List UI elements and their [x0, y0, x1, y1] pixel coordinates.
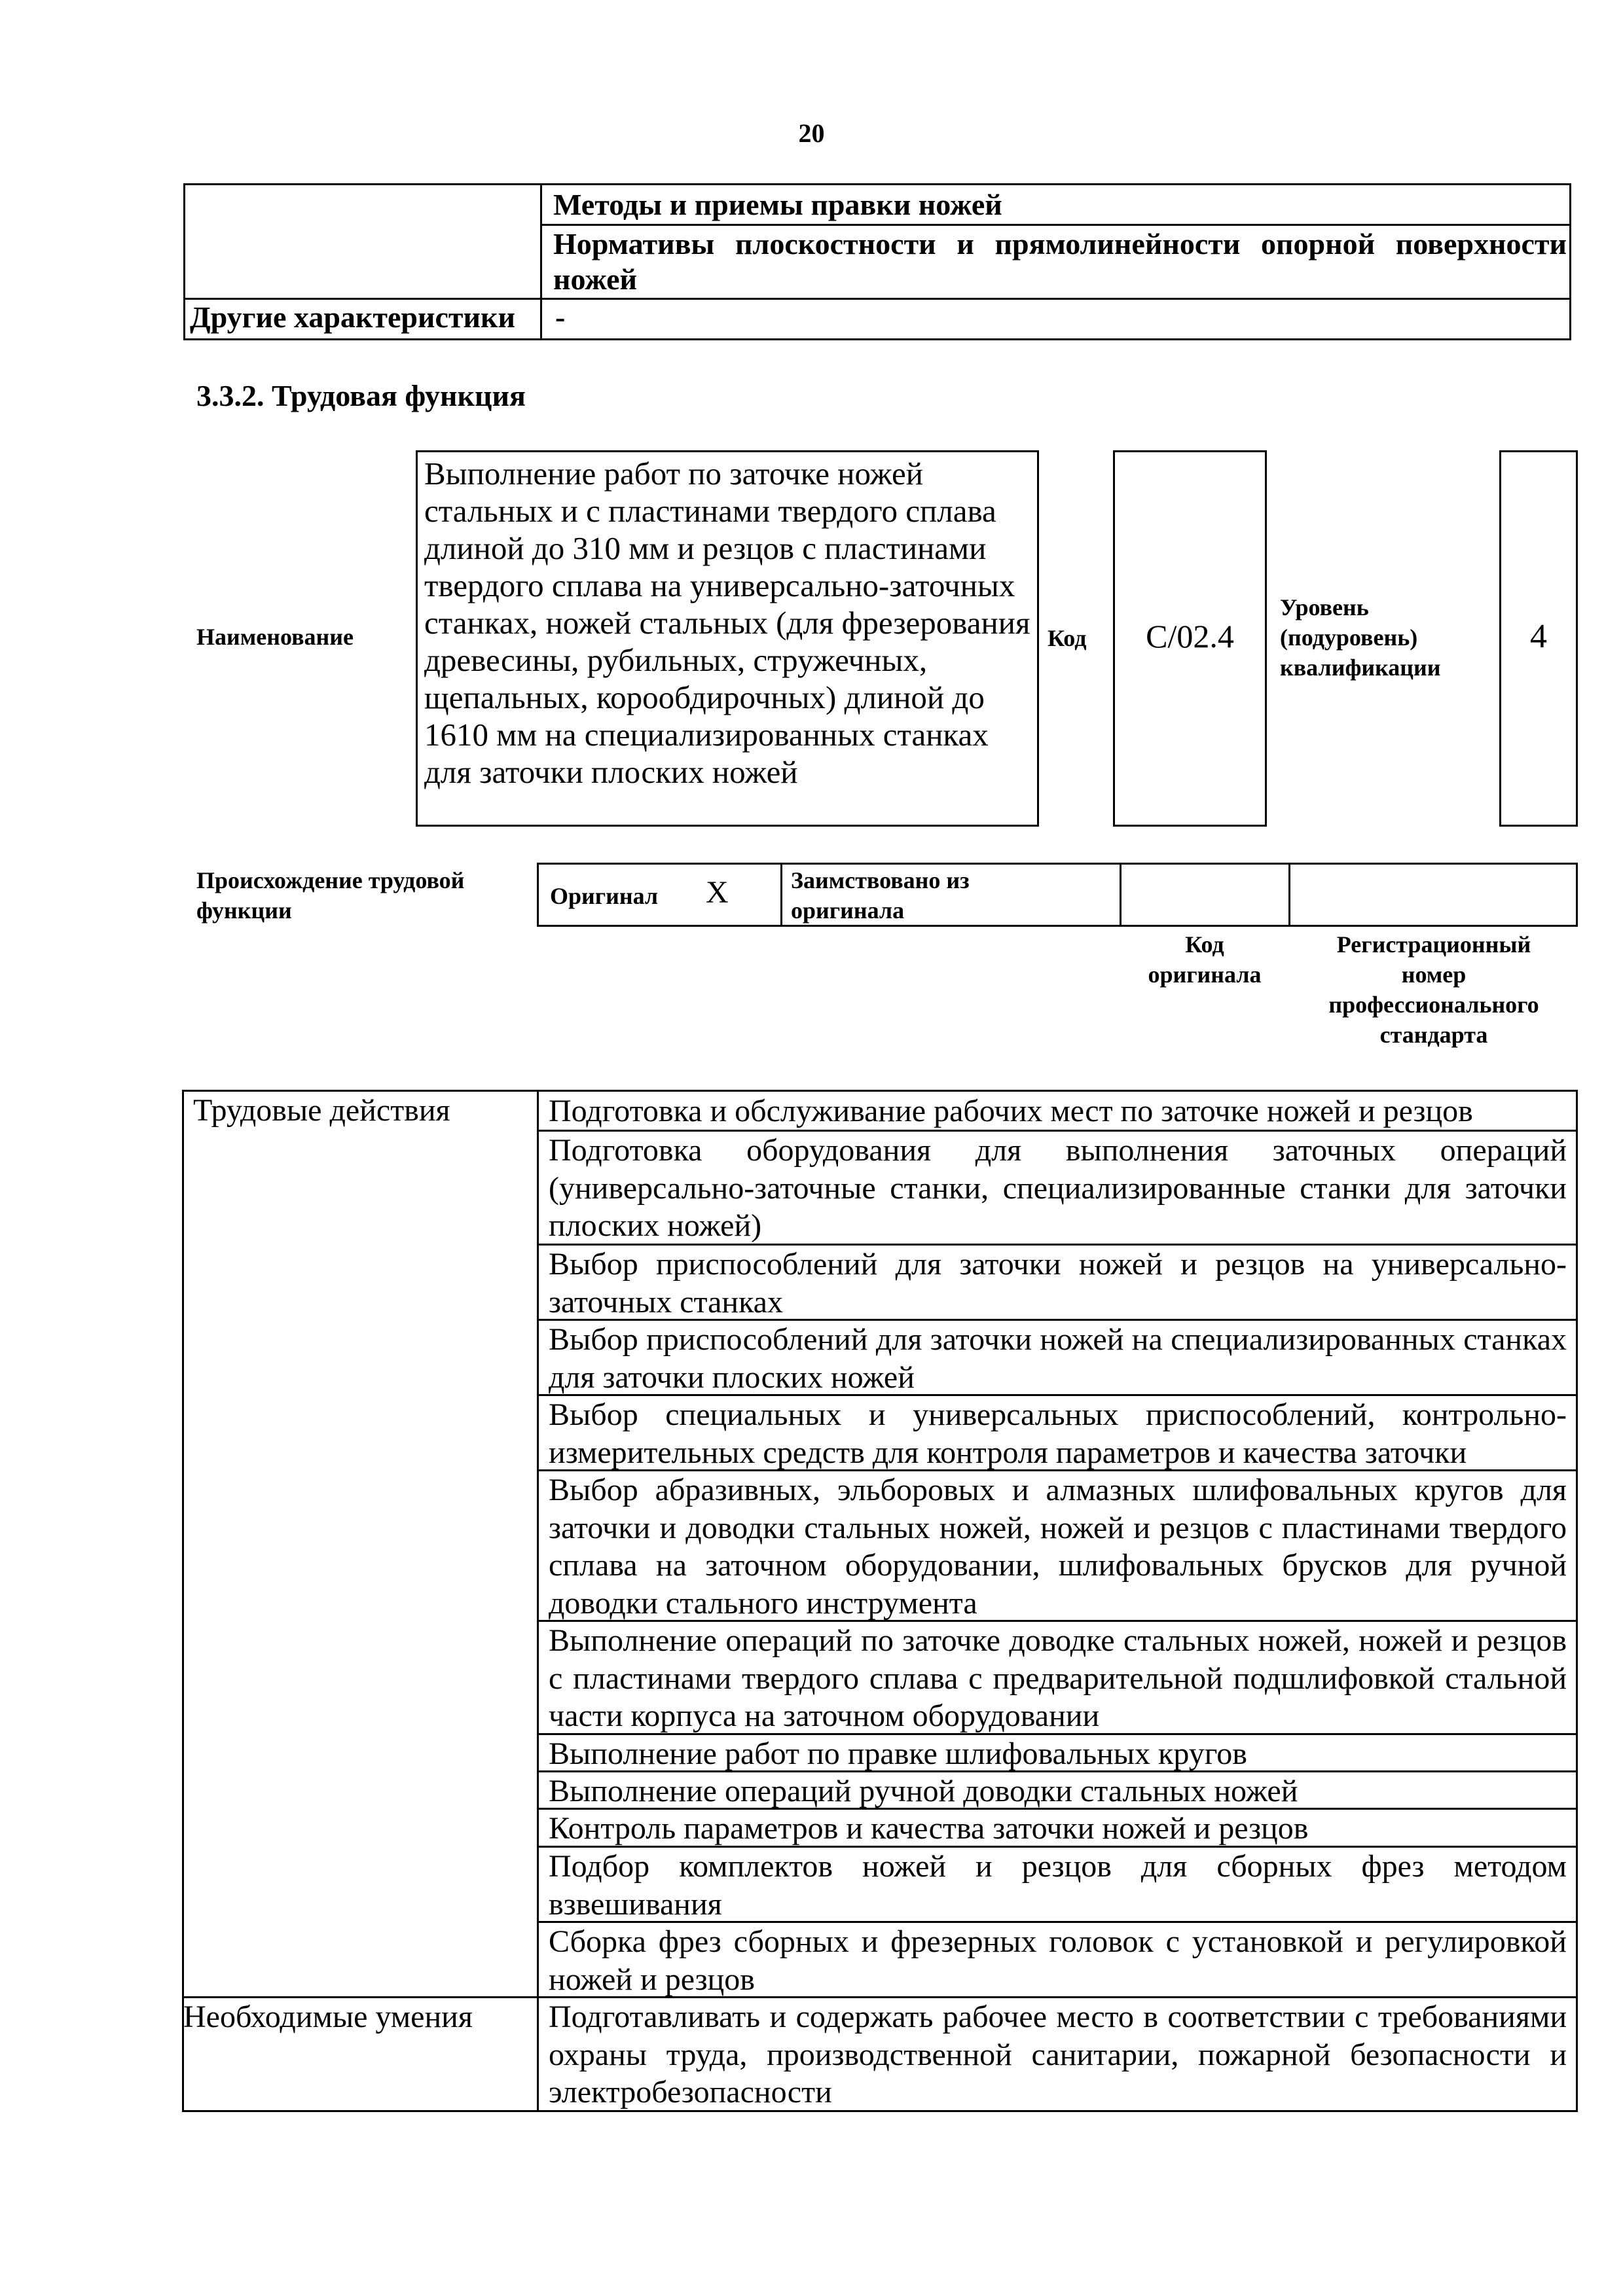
skills-label: Необходимые умения: [183, 2000, 473, 2034]
action-text: Выбор абразивных, эльборовых и алмазных шлифовальных кругов для заточки и доводки стальных ножей, ножей и резцов с пластинами твердого сплава на заточном оборудовании, шлифовальных брусков для ручной доводки стального инструмента: [549, 1473, 1567, 1621]
action-text: Подготовка и обслуживание рабочих мест по заточке ножей и резцов: [549, 1094, 1473, 1128]
page-number: 20: [798, 118, 825, 148]
actions-label: Трудовые действия: [193, 1093, 450, 1128]
section-heading: 3.3.2. Трудовая функция: [196, 379, 526, 412]
action-text: Сборка фрез сборных и фрезерных головок с установкой и регулировкой ножей и резцов: [549, 1924, 1567, 1997]
name-value: Выполнение работ по заточке ножей стальных и с пластинами твердого сплава длиной до 310 мм и резцов с пластинами твердого сплава на универсально-заточных станках, ножей стальных (для фрезерования древесины, рубильных, стружечных, щепальных, корообдирочных) длиной до 1610 мм на специализированных станках для заточки плоских ножей: [424, 456, 1030, 790]
borrowed-label: Заимствовано из оригинала: [791, 867, 970, 924]
action-text: Выбор приспособлений для заточки ножей на специализированных станках для заточки плоских ножей: [549, 1322, 1567, 1395]
top-table-row-2: Нормативы плоскостности и прямолинейности опорной поверхности ножей: [553, 227, 1567, 296]
original-label: Оригинал: [550, 883, 659, 909]
name-label: Наименование: [196, 624, 354, 650]
action-text: Выполнение операций ручной доводки стальных ножей: [549, 1774, 1298, 1808]
action-text: Выполнение операций по заточке доводке стальных ножей, ножей и резцов с пластинами твердого сплава с предварительной подшлифовкой стальной части корпуса на заточном оборудовании: [549, 1623, 1567, 1733]
action-text: Выбор специальных и универсальных приспособлений, контрольно-измерительных средств для контроля параметров и качества заточки: [549, 1397, 1567, 1470]
origin-label: Происхождение трудовой функции: [196, 867, 465, 924]
code-label: Код: [1048, 625, 1087, 651]
action-text: Выбор приспособлений для заточки ножей и резцов на универсально-заточных станках: [549, 1247, 1567, 1319]
action-text: Выполнение работ по правке шлифовальных кругов: [549, 1736, 1247, 1771]
action-text: Подбор комплектов ножей и резцов для сборных фрез методом взвешивания: [549, 1849, 1567, 1922]
code-value: C/02.4: [1146, 618, 1234, 655]
qualification-level-label: Уровень (подуровень) квалификации: [1280, 594, 1441, 681]
skill-text: Подготавливать и содержать рабочее место в соответствии с требованиями охраны труда, производственной санитарии, пожарной безопасности и электробезопасности: [549, 2000, 1567, 2109]
other-characteristics-label: Другие характеристики: [190, 300, 516, 334]
top-table-row-1: Методы и приемы правки ножей: [553, 188, 1002, 221]
action-text: Подготовка оборудования для выполнения заточных операций (универсально-заточные станки, специализированные станки для заточки плоских ножей): [549, 1133, 1567, 1243]
other-characteristics-value: -: [555, 300, 566, 334]
qualification-level-value: 4: [1530, 618, 1547, 655]
registration-number-label: Регистрационный номер профессионального стандарта: [1328, 931, 1539, 1048]
code-original-label: Код оригинала: [1148, 931, 1262, 988]
action-text: Контроль параметров и качества заточки ножей и резцов: [549, 1811, 1309, 1846]
original-mark: X: [706, 875, 729, 910]
